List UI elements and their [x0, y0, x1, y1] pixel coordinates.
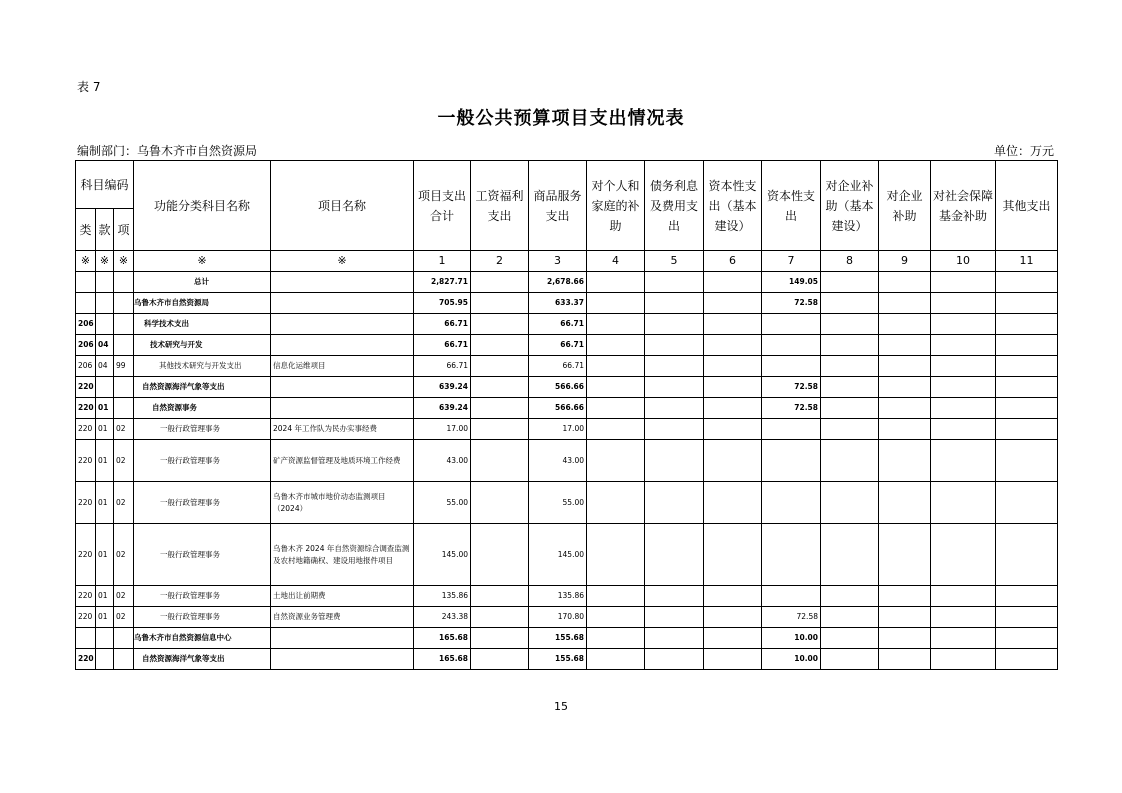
code-cell-lei: 206: [76, 356, 96, 377]
amount-cell-c11: [996, 314, 1058, 335]
amount-cell-c10: [931, 440, 996, 482]
func-name-cell: 一般行政管理事务: [134, 524, 271, 586]
amount-cell-c7: [762, 440, 821, 482]
code-cell-kuan: 01: [96, 419, 114, 440]
amount-cell-c11: [996, 377, 1058, 398]
amount-cell-c10: [931, 398, 996, 419]
amount-cell-c4: [587, 586, 645, 607]
header-col-5: 债务利息及费用支出: [645, 161, 704, 251]
header-func-name: 功能分类科目名称: [134, 161, 271, 251]
amount-cell-c11: [996, 398, 1058, 419]
project-name-cell: 2024 年工作队为民办实事经费: [271, 419, 414, 440]
header-project-name: 项目名称: [271, 161, 414, 251]
col-num-cell: 6: [704, 251, 762, 272]
amount-cell-c8: [821, 398, 879, 419]
table-row: [76, 440, 1058, 482]
project-name-cell: [271, 398, 414, 419]
amount-cell-c5: [645, 314, 704, 335]
amount-cell-c7: 72.58: [762, 377, 821, 398]
func-name-cell: 一般行政管理事务: [134, 482, 271, 524]
amount-cell-c3: 66.71: [529, 314, 587, 335]
amount-cell-c8: [821, 440, 879, 482]
amount-cell-c1: 135.86: [414, 586, 471, 607]
func-name-cell: 技术研究与开发: [134, 335, 271, 356]
amount-cell-c4: [587, 272, 645, 293]
amount-cell-c10: [931, 314, 996, 335]
code-cell-lei: 220: [76, 482, 96, 524]
amount-cell-c7: [762, 482, 821, 524]
table-row: [76, 482, 1058, 524]
amount-cell-c3: 170.80: [529, 607, 587, 628]
amount-cell-c8: [821, 607, 879, 628]
amount-cell-c8: [821, 335, 879, 356]
amount-cell-c6: [704, 440, 762, 482]
table-row: [76, 377, 1058, 398]
amount-cell-c7: 149.05: [762, 272, 821, 293]
amount-cell-c4: [587, 314, 645, 335]
amount-cell-c10: [931, 607, 996, 628]
table-row: [76, 586, 1058, 607]
func-name-cell: 乌鲁木齐市自然资源局: [134, 293, 271, 314]
amount-cell-c10: [931, 335, 996, 356]
code-cell-lei: 220: [76, 607, 96, 628]
project-name-cell: 乌鲁木齐 2024 年自然资源综合调查监测及农村地籍确权、建设用地报件项目: [271, 524, 414, 586]
amount-cell-c2: [471, 586, 529, 607]
amount-cell-c3: 566.66: [529, 377, 587, 398]
code-cell-lei: 206: [76, 314, 96, 335]
project-name-cell: 信息化运维项目: [271, 356, 414, 377]
code-cell-kuan: [96, 628, 114, 649]
amount-cell-c7: 72.58: [762, 293, 821, 314]
amount-cell-c8: [821, 356, 879, 377]
func-name-cell: 自然资源海洋气象等支出: [134, 377, 271, 398]
unit-label: 单位：万元: [993, 144, 1054, 158]
amount-cell-c5: [645, 482, 704, 524]
amount-cell-c9: [879, 628, 931, 649]
code-cell-xiang: [114, 293, 134, 314]
amount-cell-c7: [762, 335, 821, 356]
amount-cell-c1: 639.24: [414, 398, 471, 419]
table-row: [76, 524, 1058, 586]
mark-cell: ※: [76, 251, 96, 272]
code-cell-xiang: [114, 335, 134, 356]
amount-cell-c9: [879, 419, 931, 440]
amount-cell-c10: [931, 586, 996, 607]
func-name-cell: 乌鲁木齐市自然资源信息中心: [134, 628, 271, 649]
code-cell-lei: 220: [76, 398, 96, 419]
project-name-cell: 土地出让前期费: [271, 586, 414, 607]
table-row: [76, 314, 1058, 335]
code-cell-xiang: [114, 398, 134, 419]
amount-cell-c10: [931, 293, 996, 314]
amount-cell-c2: [471, 628, 529, 649]
code-cell-xiang: 02: [114, 419, 134, 440]
amount-cell-c10: [931, 628, 996, 649]
amount-cell-c5: [645, 377, 704, 398]
code-cell-kuan: 01: [96, 607, 114, 628]
amount-cell-c10: [931, 482, 996, 524]
func-name-cell: 一般行政管理事务: [134, 607, 271, 628]
code-cell-kuan: [96, 293, 114, 314]
header-kuan: 款: [96, 209, 114, 251]
amount-cell-c3: 145.00: [529, 524, 587, 586]
amount-cell-c1: 145.00: [414, 524, 471, 586]
amount-cell-c2: [471, 398, 529, 419]
amount-cell-c7: 10.00: [762, 628, 821, 649]
code-cell-kuan: [96, 377, 114, 398]
code-cell-xiang: 02: [114, 607, 134, 628]
header-col-1: 项目支出合计: [414, 161, 471, 251]
amount-cell-c11: [996, 419, 1058, 440]
header-col-4: 对个人和家庭的补助: [587, 161, 645, 251]
amount-cell-c9: [879, 356, 931, 377]
amount-cell-c9: [879, 524, 931, 586]
project-name-cell: [271, 293, 414, 314]
amount-cell-c2: [471, 272, 529, 293]
col-num-cell: 3: [529, 251, 587, 272]
table-row: [76, 335, 1058, 356]
amount-cell-c5: [645, 628, 704, 649]
code-cell-lei: [76, 272, 96, 293]
amount-cell-c9: [879, 398, 931, 419]
amount-cell-c4: [587, 293, 645, 314]
amount-cell-c6: [704, 524, 762, 586]
code-cell-kuan: [96, 272, 114, 293]
project-name-cell: [271, 649, 414, 670]
col-num-cell: 11: [996, 251, 1058, 272]
amount-cell-c5: [645, 649, 704, 670]
amount-cell-c4: [587, 628, 645, 649]
table-row: [76, 649, 1058, 670]
col-num-cell: 8: [821, 251, 879, 272]
code-cell-kuan: 04: [96, 335, 114, 356]
amount-cell-c3: 135.86: [529, 586, 587, 607]
amount-cell-c2: [471, 356, 529, 377]
amount-cell-c7: [762, 419, 821, 440]
table-row: [76, 628, 1058, 649]
amount-cell-c4: [587, 335, 645, 356]
amount-cell-c5: [645, 440, 704, 482]
amount-cell-c10: [931, 356, 996, 377]
amount-cell-c3: 55.00: [529, 482, 587, 524]
code-cell-lei: 220: [76, 586, 96, 607]
amount-cell-c5: [645, 607, 704, 628]
code-cell-lei: 220: [76, 440, 96, 482]
amount-cell-c2: [471, 649, 529, 670]
amount-cell-c6: [704, 482, 762, 524]
amount-cell-c2: [471, 524, 529, 586]
func-name-cell: 一般行政管理事务: [134, 419, 271, 440]
amount-cell-c11: [996, 628, 1058, 649]
header-col-9: 对企业补助: [879, 161, 931, 251]
amount-cell-c10: [931, 649, 996, 670]
amount-cell-c9: [879, 377, 931, 398]
col-num-cell: 1: [414, 251, 471, 272]
project-name-cell: [271, 335, 414, 356]
col-num-cell: 9: [879, 251, 931, 272]
table-label: 表 7: [77, 80, 101, 94]
amount-cell-c4: [587, 524, 645, 586]
amount-cell-c8: [821, 293, 879, 314]
amount-cell-c9: [879, 440, 931, 482]
amount-cell-c4: [587, 377, 645, 398]
header-col-10: 对社会保障基金补助: [931, 161, 996, 251]
project-name-cell: [271, 377, 414, 398]
mark-cell: ※: [114, 251, 134, 272]
func-name-cell: 其他技术研究与开发支出: [134, 356, 271, 377]
header-lei: 类: [76, 209, 96, 251]
amount-cell-c9: [879, 586, 931, 607]
amount-cell-c4: [587, 398, 645, 419]
amount-cell-c2: [471, 440, 529, 482]
amount-cell-c7: 72.58: [762, 398, 821, 419]
amount-cell-c6: [704, 272, 762, 293]
amount-cell-c10: [931, 524, 996, 586]
amount-cell-c5: [645, 356, 704, 377]
header-col-8: 对企业补助（基本建设）: [821, 161, 879, 251]
amount-cell-c5: [645, 524, 704, 586]
mark-cell: ※: [271, 251, 414, 272]
amount-cell-c6: [704, 649, 762, 670]
amount-cell-c11: [996, 586, 1058, 607]
amount-cell-c1: 17.00: [414, 419, 471, 440]
code-cell-kuan: [96, 314, 114, 335]
amount-cell-c8: [821, 524, 879, 586]
code-cell-lei: 220: [76, 524, 96, 586]
func-name-cell: 一般行政管理事务: [134, 586, 271, 607]
amount-cell-c9: [879, 335, 931, 356]
func-name-cell: 自然资源事务: [134, 398, 271, 419]
code-cell-kuan: 01: [96, 440, 114, 482]
col-num-cell: 5: [645, 251, 704, 272]
page-title: 一般公共预算项目支出情况表: [437, 108, 685, 129]
amount-cell-c3: 66.71: [529, 356, 587, 377]
page-number: 15: [554, 700, 568, 713]
amount-cell-c10: [931, 272, 996, 293]
code-cell-xiang: 02: [114, 482, 134, 524]
amount-cell-c6: [704, 293, 762, 314]
amount-cell-c11: [996, 356, 1058, 377]
amount-cell-c1: 2,827.71: [414, 272, 471, 293]
amount-cell-c5: [645, 419, 704, 440]
code-cell-kuan: 04: [96, 356, 114, 377]
amount-cell-c3: 66.71: [529, 335, 587, 356]
amount-cell-c5: [645, 586, 704, 607]
header-col-7: 资本性支出: [762, 161, 821, 251]
project-name-cell: 自然资源业务管理费: [271, 607, 414, 628]
amount-cell-c1: 165.68: [414, 649, 471, 670]
amount-cell-c7: [762, 314, 821, 335]
amount-cell-c9: [879, 314, 931, 335]
amount-cell-c11: [996, 440, 1058, 482]
header-xiang: 项: [114, 209, 134, 251]
project-name-cell: [271, 628, 414, 649]
amount-cell-c1: 43.00: [414, 440, 471, 482]
amount-cell-c1: 55.00: [414, 482, 471, 524]
budget-table: [75, 160, 1058, 670]
amount-cell-c5: [645, 335, 704, 356]
func-name-cell: 科学技术支出: [134, 314, 271, 335]
amount-cell-c6: [704, 419, 762, 440]
amount-cell-c11: [996, 335, 1058, 356]
amount-cell-c6: [704, 377, 762, 398]
func-name-cell: 自然资源海洋气象等支出: [134, 649, 271, 670]
amount-cell-c7: 10.00: [762, 649, 821, 670]
amount-cell-c5: [645, 293, 704, 314]
header-code-group: 科目编码: [76, 161, 134, 209]
amount-cell-c7: 72.58: [762, 607, 821, 628]
amount-cell-c2: [471, 482, 529, 524]
amount-cell-c5: [645, 272, 704, 293]
code-cell-kuan: 01: [96, 482, 114, 524]
func-name-cell: 总计: [134, 272, 271, 293]
amount-cell-c3: 17.00: [529, 419, 587, 440]
amount-cell-c11: [996, 272, 1058, 293]
amount-cell-c3: 155.68: [529, 628, 587, 649]
amount-cell-c2: [471, 335, 529, 356]
code-cell-xiang: 99: [114, 356, 134, 377]
amount-cell-c1: 66.71: [414, 356, 471, 377]
amount-cell-c8: [821, 272, 879, 293]
col-num-cell: 10: [931, 251, 996, 272]
table-row: [76, 356, 1058, 377]
amount-cell-c7: [762, 524, 821, 586]
code-cell-xiang: 02: [114, 586, 134, 607]
amount-cell-c8: [821, 628, 879, 649]
header-col-3: 商品服务支出: [529, 161, 587, 251]
department-label: 编制部门：乌鲁木齐市自然资源局: [77, 144, 258, 158]
project-name-cell: 乌鲁木齐市城市地价动态监测项目（2024）: [271, 482, 414, 524]
code-cell-lei: [76, 628, 96, 649]
amount-cell-c6: [704, 335, 762, 356]
amount-cell-c1: 705.95: [414, 293, 471, 314]
amount-cell-c5: [645, 398, 704, 419]
amount-cell-c11: [996, 293, 1058, 314]
code-cell-lei: 220: [76, 377, 96, 398]
amount-cell-c3: 633.37: [529, 293, 587, 314]
amount-cell-c4: [587, 356, 645, 377]
table-row: [76, 293, 1058, 314]
amount-cell-c11: [996, 524, 1058, 586]
amount-cell-c4: [587, 482, 645, 524]
amount-cell-c6: [704, 356, 762, 377]
amount-cell-c9: [879, 649, 931, 670]
amount-cell-c1: 639.24: [414, 377, 471, 398]
amount-cell-c10: [931, 377, 996, 398]
amount-cell-c8: [821, 482, 879, 524]
amount-cell-c8: [821, 377, 879, 398]
code-cell-xiang: [114, 272, 134, 293]
code-cell-lei: 220: [76, 649, 96, 670]
amount-cell-c4: [587, 419, 645, 440]
code-cell-lei: [76, 293, 96, 314]
code-cell-kuan: 01: [96, 524, 114, 586]
amount-cell-c6: [704, 398, 762, 419]
amount-cell-c9: [879, 607, 931, 628]
func-name-cell: 一般行政管理事务: [134, 440, 271, 482]
table-row: [76, 607, 1058, 628]
amount-cell-c2: [471, 293, 529, 314]
mark-cell: ※: [134, 251, 271, 272]
table-row: [76, 419, 1058, 440]
code-cell-xiang: [114, 314, 134, 335]
amount-cell-c6: [704, 607, 762, 628]
amount-cell-c4: [587, 607, 645, 628]
col-num-cell: 2: [471, 251, 529, 272]
amount-cell-c7: [762, 356, 821, 377]
amount-cell-c1: 66.71: [414, 314, 471, 335]
amount-cell-c2: [471, 377, 529, 398]
project-name-cell: [271, 272, 414, 293]
amount-cell-c8: [821, 419, 879, 440]
project-name-cell: [271, 314, 414, 335]
amount-cell-c7: [762, 586, 821, 607]
amount-cell-c11: [996, 649, 1058, 670]
col-num-cell: 7: [762, 251, 821, 272]
amount-cell-c11: [996, 607, 1058, 628]
table-row: [76, 398, 1058, 419]
code-cell-lei: 220: [76, 419, 96, 440]
code-cell-xiang: [114, 628, 134, 649]
amount-cell-c9: [879, 482, 931, 524]
code-cell-kuan: 01: [96, 398, 114, 419]
amount-cell-c3: 43.00: [529, 440, 587, 482]
header-col-6: 资本性支出（基本建设）: [704, 161, 762, 251]
amount-cell-c1: 66.71: [414, 335, 471, 356]
code-cell-lei: 206: [76, 335, 96, 356]
amount-cell-c2: [471, 607, 529, 628]
amount-cell-c6: [704, 628, 762, 649]
amount-cell-c11: [996, 482, 1058, 524]
code-cell-xiang: 02: [114, 440, 134, 482]
amount-cell-c9: [879, 272, 931, 293]
code-cell-kuan: [96, 649, 114, 670]
project-name-cell: 矿产资源监督管理及地质环境工作经费: [271, 440, 414, 482]
header-col-11: 其他支出: [996, 161, 1058, 251]
amount-cell-c10: [931, 419, 996, 440]
code-cell-xiang: 02: [114, 524, 134, 586]
amount-cell-c2: [471, 314, 529, 335]
code-cell-kuan: 01: [96, 586, 114, 607]
amount-cell-c8: [821, 314, 879, 335]
amount-cell-c1: 165.68: [414, 628, 471, 649]
amount-cell-c4: [587, 440, 645, 482]
amount-cell-c8: [821, 649, 879, 670]
amount-cell-c2: [471, 419, 529, 440]
amount-cell-c1: 243.38: [414, 607, 471, 628]
code-cell-xiang: [114, 649, 134, 670]
amount-cell-c6: [704, 314, 762, 335]
table-row: [76, 272, 1058, 293]
amount-cell-c3: 155.68: [529, 649, 587, 670]
mark-cell: ※: [96, 251, 114, 272]
amount-cell-c9: [879, 293, 931, 314]
amount-cell-c8: [821, 586, 879, 607]
code-cell-xiang: [114, 377, 134, 398]
amount-cell-c3: 2,678.66: [529, 272, 587, 293]
header-col-2: 工资福利支出: [471, 161, 529, 251]
amount-cell-c3: 566.66: [529, 398, 587, 419]
amount-cell-c4: [587, 649, 645, 670]
col-num-cell: 4: [587, 251, 645, 272]
amount-cell-c6: [704, 586, 762, 607]
